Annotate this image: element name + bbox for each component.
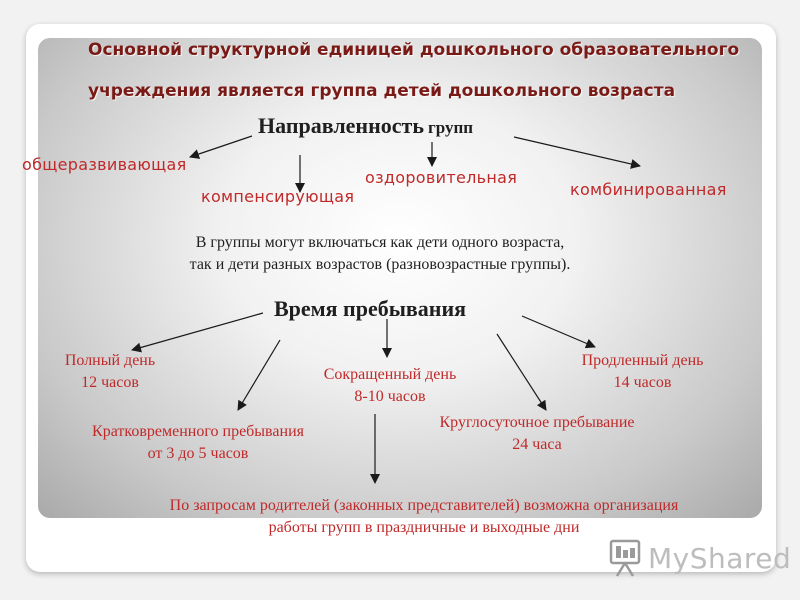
footer-note-line1: По запросам родителей (законных представителей) возможна организация	[169, 497, 679, 514]
arrow-to-general	[190, 136, 252, 157]
arrow-to-short-stay	[238, 340, 280, 410]
direction-heading-main: Направленность	[258, 113, 424, 138]
footer-note	[84, 495, 764, 540]
stay-heading: Время пребывания	[274, 296, 467, 321]
direction-general: общеразвивающая	[22, 155, 187, 174]
arrow-to-full-day	[132, 313, 263, 350]
direction-heading	[258, 113, 473, 139]
presentation-board-icon	[608, 538, 642, 578]
stay-full-day-line1: Полный день	[64, 352, 156, 369]
stay-full-day	[20, 350, 200, 395]
direction-compensating: компенсирующая	[201, 187, 355, 206]
stay-extended-day	[555, 350, 730, 395]
stay-extended-day-line1: Продленный день	[581, 352, 704, 369]
stay-short-line1: Кратковременного пребывания	[92, 423, 304, 440]
stay-round-clock	[402, 412, 672, 457]
arrow-to-combined	[514, 137, 640, 166]
footer-note-line2: работы групп в праздничные и выходные дни	[268, 519, 580, 537]
arrow-to-extended-day	[522, 316, 595, 347]
slide-title-line1: Основной структурной единицей дошкольного образовательного	[88, 40, 740, 60]
stay-full-day-line2: 12 часов	[81, 374, 139, 392]
stay-reduced-day-line2: 8-10 часов	[354, 388, 426, 406]
age-note	[100, 232, 660, 277]
age-note-line2: так и дети разных возрастов (разновозрастные группы).	[189, 256, 571, 274]
age-note-line1: В группы могут включаться как дети одного возраста,	[195, 234, 565, 251]
stay-short-line2: от 3 до 5 часов	[147, 445, 249, 463]
direction-heading-small: групп	[428, 118, 474, 137]
slide-title-line2: учреждения является группа детей дошкольного возраста	[88, 81, 676, 101]
stay-round-clock-line1: Круглосуточное пребывание	[439, 414, 635, 431]
stay-short	[58, 421, 338, 466]
direction-combined: комбинированная	[570, 180, 727, 199]
stay-reduced-day-line1: Сокращенный день	[323, 366, 457, 383]
watermark-logo	[608, 538, 791, 578]
stay-reduced-day	[295, 364, 485, 409]
arrow-to-round-clock	[497, 334, 546, 410]
stay-extended-day-line2: 14 часов	[613, 374, 672, 392]
stay-round-clock-line2: 24 часа	[512, 436, 562, 454]
direction-health: оздоровительная	[365, 168, 518, 187]
watermark-text: MyShared	[648, 541, 792, 575]
